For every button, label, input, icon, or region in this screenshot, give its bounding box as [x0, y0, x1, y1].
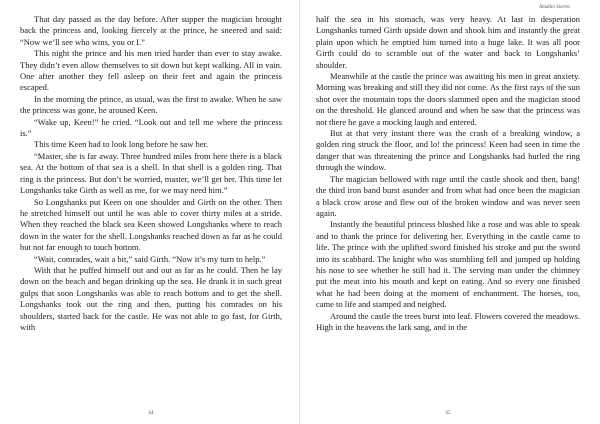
right-page-text — [316, 14, 580, 333]
paragraph: Meanwhile at the castle the prince was awaiting his men in great anxiety. Morning was breaking and still they did not come. As the first rays of the sun shot over the mountain tops the doors slammed open and the magician stood on the threshold. He glanced around and when he saw that the princess was not there he gave a mocking laugh and entered. — [316, 71, 580, 127]
paragraph: This night the prince and his men tried harder than ever to stay awake. They didn’t even allow themselves to sit down but kept walking. All in vain. One after another they fell asleep on their feet and again the princess escaped. — [20, 48, 282, 93]
paragraph: “Wait, comrades, wait a bit,” said Girth. “Now it’s my turn to help.” — [34, 253, 266, 264]
paragraph: half the sea in his stomach, was very heavy. At last in desperation Longshanks turned Girth upside down and shook him and instantly the great plain upon which he emptied him turned into a huge lake. It was all poor Girth could do to scramble out of the water and back to Longshanks’ shoulder. — [316, 14, 580, 70]
paragraph: “Wake up, Keen!” he cried. “Look out and tell me where the princess is.” — [20, 116, 282, 139]
right-page-number: 65 — [445, 411, 451, 416]
paragraph: With that he puffed himself out and out as far as he could. Then he lay down on the beach and began drinking up the sea. He drank it in such great gulps that soon Longshanks was able to reach bottom and to get the shell. Longshanks took out the ring and then, putting his comrades on his shoulders, started back for the castle. He was not able to go fast, for Girth, with — [20, 264, 282, 332]
paragraph: That day passed as the day before. After supper the magician brought back the princess and, looking fiercely at the prince, he sneered and said: “Now we’ll see who wins, you or I.” — [20, 14, 282, 47]
paragraph: “Master, she is far away. Three hundred miles from here there is a black sea. At the bottom of that sea is a shell. In that shell is a golden ring. That ring is the princess. But don’t be worried, master, we’ll get her. This time let Longshanks take Girth as well as me, for we may need him.” — [20, 150, 282, 196]
left-page-text — [20, 14, 282, 333]
paragraph: In the morning the prince, as usual, was the first to awake. When he saw the princess was gone, he aroused Keen. — [20, 93, 282, 116]
paragraph: So Longshanks put Keen on one shoulder and Girth on the other. Then he stretched himself out until he was able to cover thirty miles at a stride. When they reached the black sea Keen showed Longshanks where to reach down in the water for the shell. Longshanks reached down as far as he could but not far enough to touch bottom. — [20, 196, 282, 253]
paragraph: This time Keen had to look long before he saw her. — [34, 139, 208, 150]
left-page-number: 64 — [148, 411, 154, 416]
paragraph: Instantly the beautiful princess blushed like a rose and was able to speak and to thank the prince for delivering her. Everything in the castle came to life. The prince with the uplifted sword finished his stroke and put the sword into its scabbard. The knight who was stumbling fell and jumped up holding his nose to see whether he still had it. The serving man under the chimney put the meat into his mouth and kept on eating. And so every one finished what he had been doing at the moment of enchantment. The horses, too, came to life and stamped and neighed. — [316, 219, 580, 310]
paragraph: The magician bellowed with rage until the castle shook and then, bang! the third iron band burst asunder and from what had once been the magician a black crow arose and flew out of the broken window and was never seen again. — [316, 173, 580, 218]
running-head: Aladdin Stories — [539, 5, 570, 10]
paragraph: But at that very instant there was the crash of a breaking window, a golden ring struck the floor, and lo! the princess! Keen had seen in time the danger that was threatening the prince and Longshanks had hurled the ring through the window. — [316, 128, 580, 173]
paragraph: Around the castle the trees burst into leaf. Flowers covered the meadows. High in the heavens the lark sang, and in the — [316, 310, 580, 332]
right-page — [300, 0, 600, 424]
